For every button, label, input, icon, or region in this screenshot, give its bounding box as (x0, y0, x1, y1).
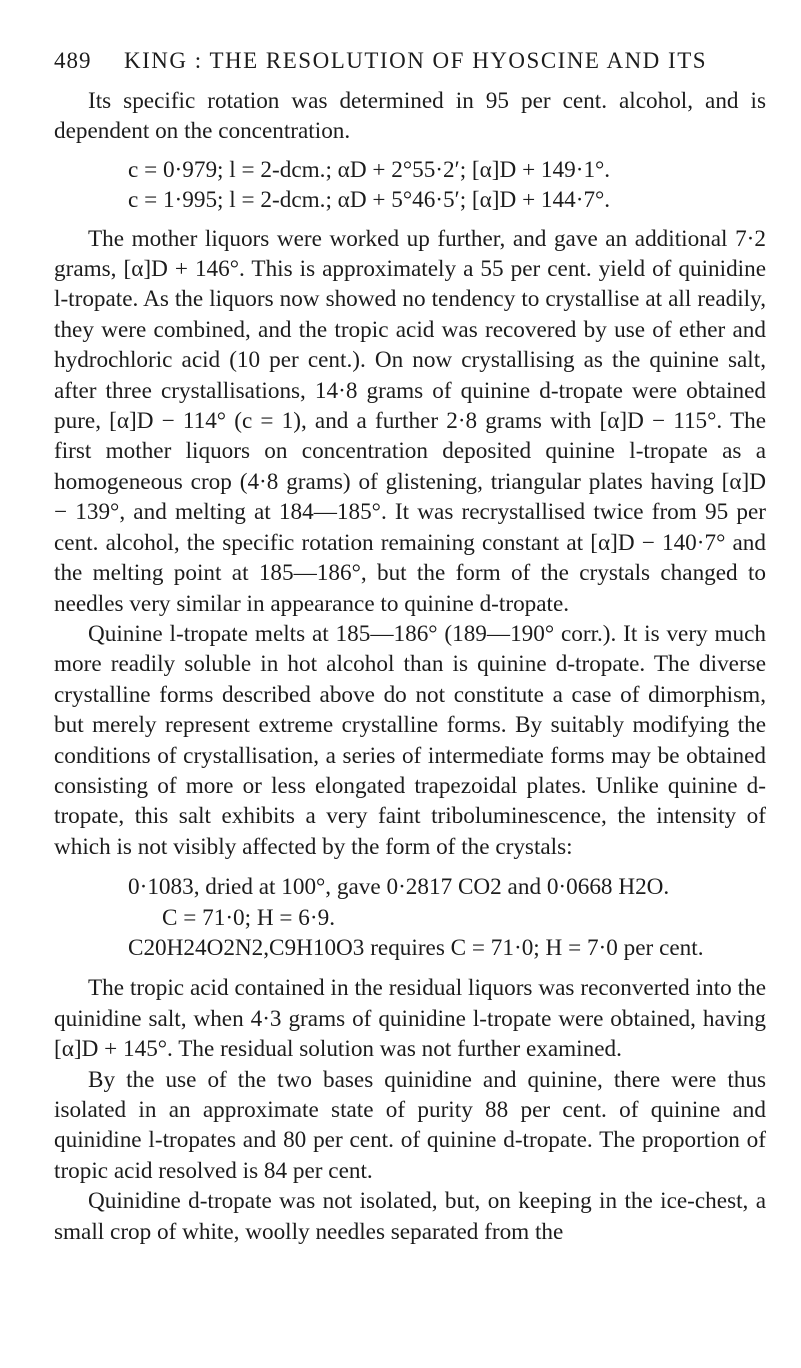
analysis-line-2: C = 71·0; H = 6·9. (162, 904, 336, 931)
formula-line-2: c = 1·995; l = 2-dcm.; αD + 5°46·5′; [α]D + 144·7°. (128, 187, 611, 214)
paragraph-quinine-l-tropate: Quinine l-tropate melts at 185—186° (189—190° corr.). It is very much more readily soluble in hot alcohol than is quinine d-tropate. The diverse crystalline forms described above do not constitute a case of dimorphism, but merely represent extreme crystalline forms. By suitably modifying the conditions of crystallisation, a series of intermediate forms may be obtained consisting of more or less elongated trapezoidal plates. Unlike quinine d-tropate, this salt exhibits a very faint triboluminescence, the intensity of which is not visibly affected by the form of the crystals: (54, 620, 766, 860)
paragraph-residual-liquors: The tropic acid contained in the residual liquors was reconverted into the quinidine salt, when 4·3 grams of quinidine l-tropate were obtained, having [α]D + 145°. The residual solution was not further examined. (54, 975, 766, 1063)
paragraph-two-bases: By the use of the two bases quinidine and quinine, there were thus isolated in an approximate state of purity 88 per cent. of quinine and quinidine l-tropates and 80 per cent. of quinine d-tropate. The proportion of tropic acid resolved is 84 per cent. (54, 1066, 766, 1184)
paragraph-quinidine-d-tropate: Quinidine d-tropate was not isolated, but, on keeping in the ice-chest, a small crop of white, woolly needles separated from the (54, 1188, 766, 1245)
body-text (54, 86, 766, 1247)
analysis-line-1: 0·1083, dried at 100°, gave 0·2817 CO2 and 0·0668 H2O. (128, 874, 670, 901)
page-number: 489 (54, 48, 92, 73)
running-title: KING : THE RESOLUTION OF HYOSCINE AND ITS (124, 48, 708, 73)
running-header (54, 48, 754, 74)
analysis-line-3: C20H24O2N2,C9H10O3 requires C = 71·0; H = 7·0 per cent. (128, 934, 704, 961)
paragraph-specific-rotation: Its specific rotation was determined in 95 per cent. alcohol, and is dependent on the concentration. (54, 88, 766, 145)
paragraph-mother-liquors: The mother liquors were worked up further, and gave an additional 7·2 grams, [α]D + 146°. This is approximately a 55 per cent. yield of quinidine l-tropate. As the liquors now showed no tendency to crystallise at all readily, they were combined, and the tropic acid was recovered by use of ether and hydrochloric acid (10 per cent.). On now crystallising as the quinine salt, after three crystallisations, 14·8 grams of quinine d-tropate were obtained pure, [α]D − 114° (c = 1), and a further 2·8 grams with [α]D − 115°. The first mother liquors on concentration deposited quinine l-tropate as a homogeneous crop (4·8 grams) of glistening, triangular plates having [α]D − 139°, and melting at 184—185°. It was recrystallised twice from 95 per cent. alcohol, the specific rotation remaining constant at [α]D − 140·7° and the melting point at 185—186°, but the form of the crystals changed to needles very similar in appearance to quinine d-tropate. (54, 225, 766, 617)
formula-line-1: c = 0·979; l = 2-dcm.; αD + 2°55·2′; [α]D + 149·1°. (128, 156, 611, 183)
